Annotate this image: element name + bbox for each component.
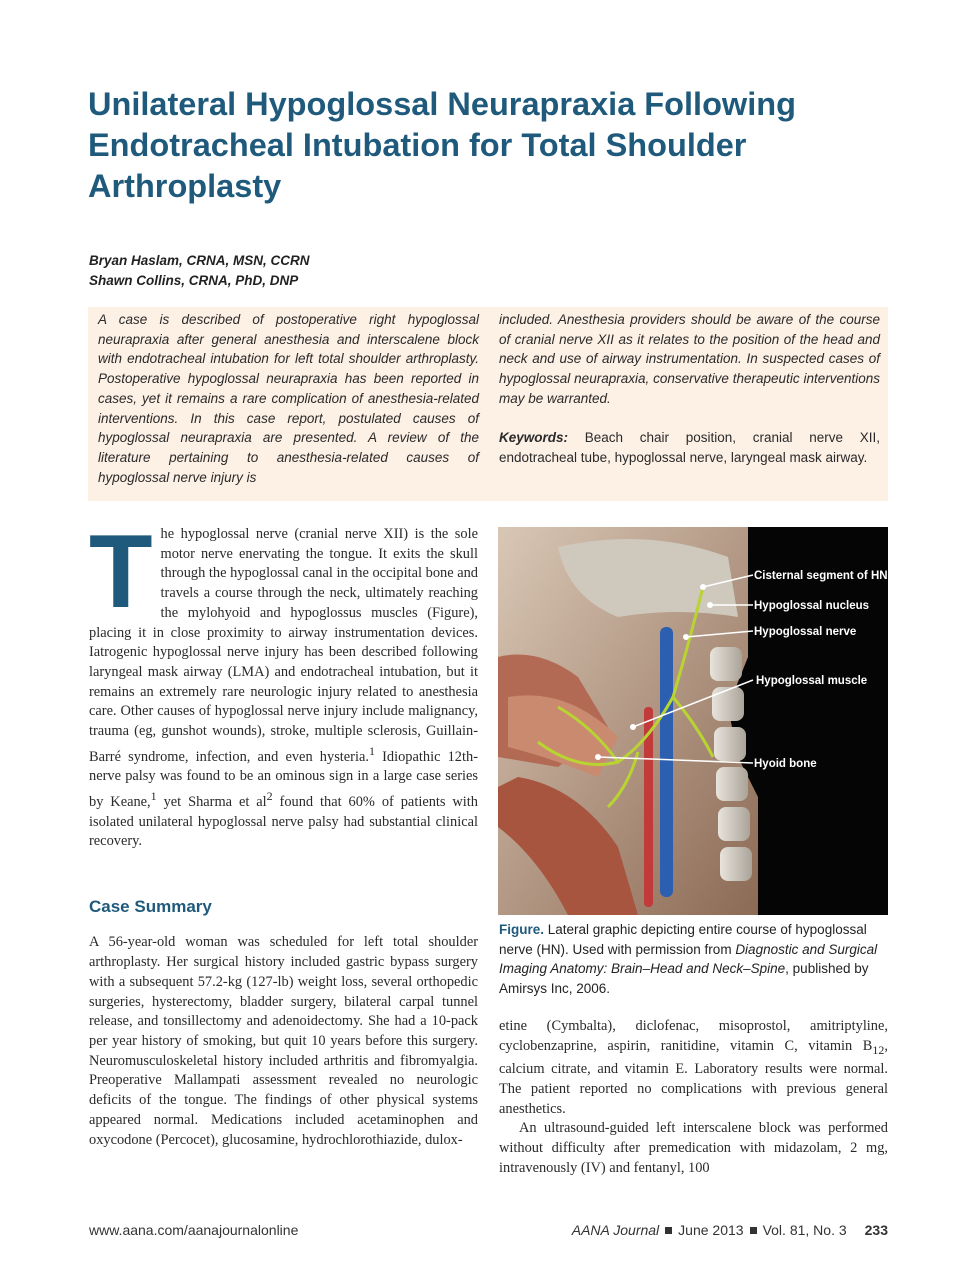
label-cisternal-segment: Cisternal segment of HN xyxy=(754,570,888,582)
reference-2[interactable]: 2 xyxy=(266,789,273,804)
intro-paragraph xyxy=(89,514,478,852)
caption-end: , published by Amirsys Inc, 2006. xyxy=(499,961,869,997)
separator-square xyxy=(665,1227,672,1234)
jugular-vein xyxy=(660,627,673,897)
intro-text-2: Idiopathic 12th-nerve palsy was found to be an ominous sign in a large case series by Keane, xyxy=(89,748,478,810)
case-summary-paragraph: A 56-year-old woman was scheduled for left total shoulder arthroplasty. Her surgical history included gastric bypass surgery with a subsequent 57.2-kg (127-lb) weight loss, several orthopedic surgeries, hysterectomy, bladder surgery, bilateral carpal tunnel release, and tonsillectomy and adenoidectomy. She had a 10-pack per year history of smoking, but quit 10 years before this surgery. Neuromusculoskeletal history included arthritis and fibromyalgia. Preoperative Mallampati assessment revealed no neurologic deficits of the tongue. The findings of other physical systems appeared normal. Medications included acetaminophen and oxycodone (Percocet), glucosamine, hydrochlorothiazide, dulox- xyxy=(89,934,478,1148)
abstract-right-column xyxy=(499,310,880,468)
issue-date: June 2013 xyxy=(678,1222,744,1238)
label-hypoglossal-nucleus: Hypoglossal nucleus xyxy=(754,600,870,612)
journal-name: AANA Journal xyxy=(571,1222,660,1238)
article-title: Unilateral Hypoglossal Neurapraxia Following Endotracheal Intubation for Total Shoulder Arthroplasty xyxy=(88,86,796,204)
hypoglossal-illustration xyxy=(498,527,888,915)
volume-number: Vol. 81, No. 3 xyxy=(762,1222,847,1238)
reference-1[interactable]: 1 xyxy=(368,743,375,758)
abstract-left-column: A case is described of postoperative right hypoglossal neurapraxia after general anesthesia and interscalene block with endotracheal intubation for left total shoulder arthroplasty. Postoperative hypoglossal neurapraxia has been reported in cases, yet it remains a rare complication of anesthesia-related interventions. In this case report, postulated causes of hypoglossal neurapraxia are presented. A review of the literature pertaining to anesthesia-related causes of hypoglossal nerve injury is xyxy=(98,312,479,485)
abstract-box xyxy=(88,307,888,501)
label-hypoglossal-muscle: Hypoglossal muscle xyxy=(756,675,868,687)
abstract-continued: included. Anesthesia providers should be aware of the course of cranial nerve XII as it relates to the position of the head and neck and use of airway instrumentation. In suspected cases of hypoglossal neurapraxia, conservative therapeutic interventions may be warranted. xyxy=(499,312,880,406)
keywords-label: Keywords: xyxy=(499,430,569,446)
label-hypoglossal-nerve: Hypoglossal nerve xyxy=(754,626,857,638)
journal-citation xyxy=(572,1222,888,1238)
right-body-column xyxy=(499,1017,888,1179)
intro-column xyxy=(89,514,478,852)
intro-text-3: yet Sharma et al xyxy=(156,793,267,810)
drop-cap: T xyxy=(89,514,153,630)
label-hyoid-bone: Hyoid bone xyxy=(754,758,817,770)
keywords-list: Beach chair position, cranial nerve XII, endotracheal tube, hypoglossal nerve, laryngeal mask airway. xyxy=(499,430,880,465)
keywords xyxy=(499,428,880,467)
author-name: Bryan Haslam, CRNA, MSN, CCRN xyxy=(89,253,310,268)
reference-1b[interactable]: 1 xyxy=(150,789,157,804)
vitamin-subscript: 12 xyxy=(872,1042,885,1057)
medications-text-end: , calcium citrate, and vitamin E. Laboratory results were normal. The patient reported no complications with previous general anesthetics. xyxy=(499,1037,888,1117)
medications-paragraph xyxy=(499,1017,888,1119)
anatomy-figure xyxy=(498,527,888,915)
caption-label: Figure. xyxy=(499,922,545,937)
intro-text-1: he hypoglossal nerve (cranial nerve XII) is the sole motor nerve enervating the tongue. It exits the skull through the hypoglossal canal in the occipital bone and travels a course through the neck, ultimately reaching the mylohyoid and hypoglossus muscles (Figure), placing it in close proximity to airway instrumentation devices. Iatrogenic hypoglossal nerve injury has been described following laryngeal mask airway (LMA) and endotracheal intubation, but it remains an extremely rare neurologic injury related to anesthesia care. Other causes of hypoglossal nerve injury include malignancy, trauma (eg, gunshot wounds), stroke, multiple sclerosis, Guillain-Barré syndrome, infection, and even hysteria. xyxy=(89,526,478,765)
figure-caption xyxy=(499,920,889,999)
author-name: Shawn Collins, CRNA, PhD, DNP xyxy=(89,273,299,288)
author-list xyxy=(89,251,310,291)
page-number: 233 xyxy=(864,1222,888,1238)
journal-url[interactable]: www.aana.com/aanajournalonline xyxy=(89,1222,299,1238)
section-heading: Case Summary xyxy=(89,897,212,916)
medications-text: etine (Cymbalta), diclofenac, misoprostol, amitriptyline, cyclobenzaprine, aspirin, ranitidine, vitamin C, vitamin B xyxy=(499,1018,888,1054)
intro-text-4: found that 60% of patients with isolated unilateral hypoglossal nerve palsy had substantial clinical recovery. xyxy=(89,793,478,850)
separator-square xyxy=(750,1227,757,1234)
case-summary-column xyxy=(89,919,478,1165)
caption-source: Diagnostic and Surgical Imaging Anatomy: Brain–Head and Neck–Spine xyxy=(499,941,878,977)
caption-text: Lateral graphic depicting entire course of hypoglossal nerve (HN). Used with permission from xyxy=(499,922,867,957)
block-paragraph: An ultrasound-guided left interscalene block was performed without difficulty after premedication with midazolam, 2 mg, intravenously (IV) and fentanyl, 100 xyxy=(499,1120,888,1176)
